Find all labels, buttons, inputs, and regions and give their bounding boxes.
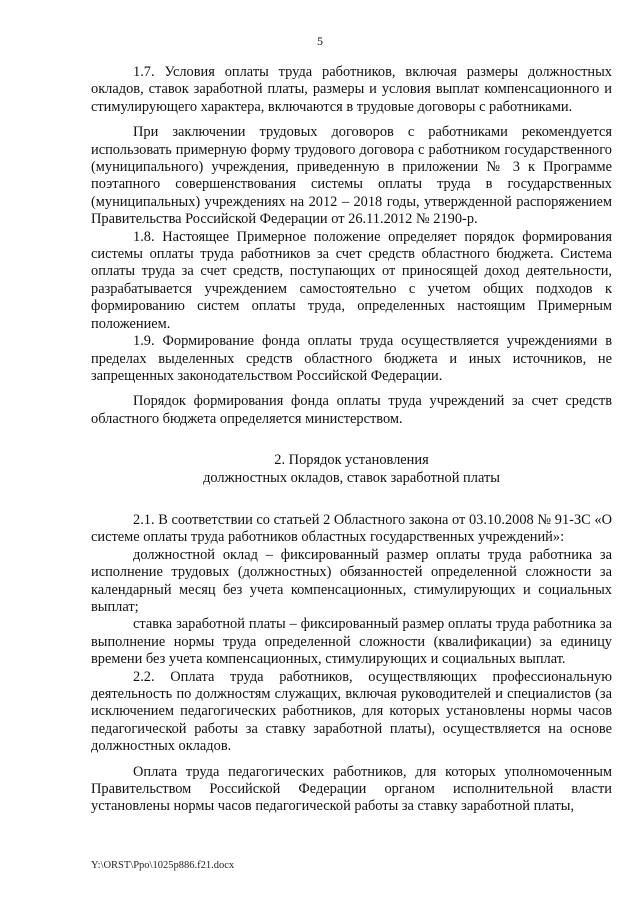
paragraph-employment-contract: При заключении трудовых договоров с работниками рекомендуется использовать примерную форму трудового договора с работником государственного (муниципального) учреждения, приведенную в приложении № 3 к Программе поэтапного совершенствования системы оплаты труда в государственных (муниципальных) учреждениях на 2012 – 2018 годы, утвержденной распоряжением Правительства Российской Федерации от 26.11.2012 № 2190-р. <box>91 124 612 228</box>
section-heading <box>91 452 612 487</box>
paragraph-1-8: 1.8. Настоящее Примерное положение определяет порядок формирования системы оплаты труда работников за счет средств областного бюджета. Система оплаты труда за счет средств, поступающих от приносящей доход деятельности, разрабатывается учреждением самостоятельно с учетом общих подходов к формированию систем оплаты труда, определенных настоящим Примерным положением. <box>91 228 612 332</box>
paragraph-payroll-fund-order: Порядок формирования фонда оплаты труда учреждений за счет средств областного бюджета определяется министерством. <box>91 393 612 427</box>
paragraph-1-9: 1.9. Формирование фонда оплаты труда осуществляется учреждениями в пределах выделенных средств областного бюджета и иных источников, не запрещенных законодательством Российской Федерации. <box>91 333 612 384</box>
paragraph-wage-rate-definition: ставка заработной платы – фиксированный размер оплаты труда работника за выполнение нормы труда определенной сложности (квалификации) за единицу времени без учета компенсационных, стимулирующих и социальных выплат. <box>91 616 612 668</box>
paragraph-official-salary-definition: должностной оклад – фиксированный размер оплаты труда работника за исполнение трудовых (должностных) обязанностей определенной сложности за календарный месяц без учета компенсационных, стимулирующих и социальных выплат; <box>91 546 612 615</box>
paragraph-1-7: 1.7. Условия оплаты труда работников, включая размеры должностных окладов, ставок заработной платы, размеры и условия выплат компенсационного и стимулирующего характера, включаются в трудовые договоры с работниками. <box>91 64 612 115</box>
paragraph-2-1: 2.1. В соответствии со статьей 2 Областного закона от 03.10.2008 № 91-ЗС «О системе оплаты труда работников областных государственных учреждений»: <box>91 511 612 546</box>
page-number: 5 <box>317 34 323 48</box>
footer-file-path: Y:\ORST\Ppo\1025p886.f21.docx <box>91 860 235 871</box>
paragraph-teachers-pay: Оплата труда педагогических работников, для которых уполномоченным Правительством Российской Федерации органом исполнительной власти установлены нормы часов педагогической работы за ставку заработной платы, <box>91 763 612 815</box>
document-body <box>91 64 612 816</box>
section-heading-line-2: должностных окладов, ставок заработной платы <box>203 469 500 486</box>
paragraph-2-2: 2.2. Оплата труда работников, осуществляющих профессиональную деятельность по должностям служащих, включая руководителей и специалистов (за исключением педагогических работников, для которых установлены нормы часов педагогической работы за ставку заработной платы), осуществляется на основе должностных окладов. <box>91 668 612 755</box>
section-heading-line-1: 2. Порядок установления <box>274 452 429 469</box>
